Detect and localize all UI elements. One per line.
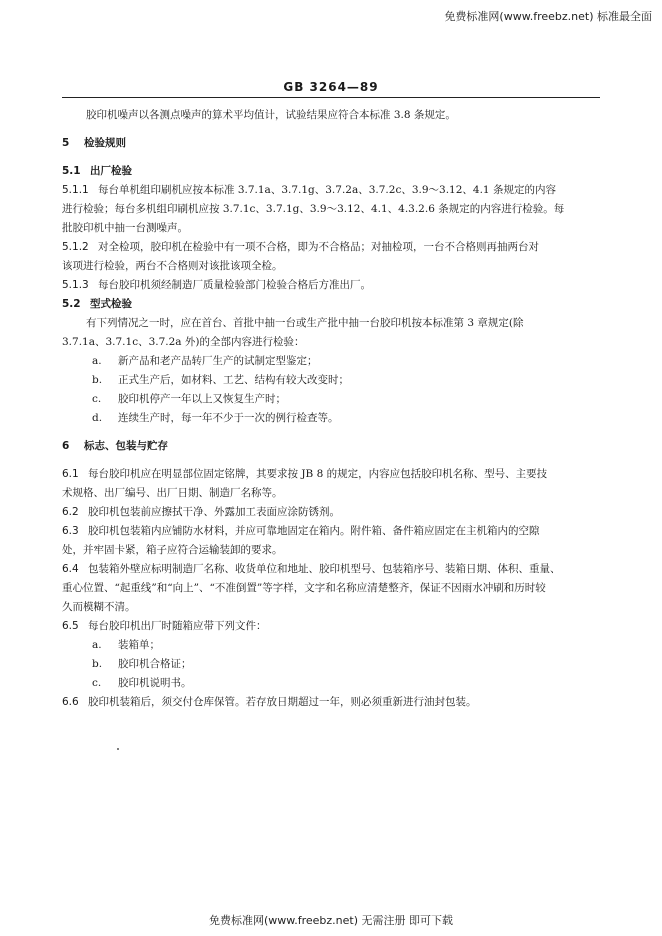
clause-6-5-line-1: 6.5 每台胶印机出厂时随箱应带下列文件：	[62, 617, 600, 636]
clause-6-4-line-2: 重心位置、“起重线”和“向上”、“不准倒置”等字样，文字和名称应清楚整齐，保证不因雨水冲刷和历时较	[62, 582, 546, 594]
clause-5-2-line-2: 3.7.1a、3.7.1c、3.7.2a 外)的全部内容进行检验：	[62, 336, 305, 348]
list-item: a. 装箱单；	[92, 639, 160, 651]
clause-6-1-number: 6.1	[62, 468, 79, 480]
section-6-heading	[62, 437, 600, 456]
intro-paragraph: 胶印机噪声以各测点噪声的算术平均值计，试验结果应符合本标准 3.8 条规定。	[86, 109, 456, 121]
list-item: c. 胶印机说明书。	[92, 677, 192, 689]
clause-5-1-1-line-2: 进行检验；每台多机组印刷机应按 3.7.1c、3.7.1g、3.9～3.12、4.1、4.3.2.6 条规定的内容进行检验。每	[62, 203, 565, 215]
list-item: c. 胶印机停产一年以上又恢复生产时；	[92, 393, 286, 405]
clause-5-1-3-line-1: 5.1.3 每台胶印机须经制造厂质量检验部门检验合格后方准出厂。	[62, 276, 600, 295]
section-5-number: 5	[62, 137, 70, 149]
scan-speck	[117, 748, 119, 750]
clause-6-3-line-2: 处，并牢固卡紧，箱子应符合运输装卸的要求。	[62, 544, 283, 556]
clause-6-4-line-1: 6.4 包装箱外壁应标明制造厂名称、收货单位和地址、胶印机型号、包装箱序号、装箱日期、体积、重量、	[62, 560, 600, 579]
clause-6-1-line-2: 术规格、出厂编号、出厂日期、制造厂名称等。	[62, 487, 283, 499]
clause-6-4-number: 6.4	[62, 563, 79, 575]
section-6-number: 6	[62, 440, 70, 452]
clause-5-1-1-line-1: 5.1.1 每台单机组印刷机应按本标准 3.7.1a、3.7.1g、3.7.2a、3.7.2c、3.9～3.12、4.1 条规定的内容	[62, 181, 600, 200]
clause-5-1-2-number: 5.1.2	[62, 241, 89, 253]
top-banner: 免费标准网(www.freebz.net) 标准最全面	[444, 10, 652, 23]
clause-6-4-line-3: 久而模糊不清。	[62, 601, 136, 613]
clause-5-1-1-line-3: 批胶印机中抽一台测噪声。	[62, 222, 188, 234]
clause-6-3-number: 6.3	[62, 525, 79, 537]
list-item: b. 胶印机合格证；	[92, 658, 192, 670]
section-5-title: 检验规则	[84, 137, 126, 149]
list-item: d. 连续生产时，每一年不少于一次的例行检查等。	[92, 412, 339, 424]
list-item: a. 新产品和老产品转厂生产的试制定型鉴定；	[92, 355, 318, 367]
section-5-2-number: 5.2	[62, 298, 81, 310]
clause-5-1-1-number: 5.1.1	[62, 184, 89, 196]
clause-5-1-2-line-2: 该项进行检验，两台不合格则对该批该项全检。	[62, 260, 283, 272]
section-5-1-number: 5.1	[62, 165, 81, 177]
section-5-heading	[62, 134, 600, 153]
clause-6-2-line-1: 6.2 胶印机包装前应擦拭干净、外露加工表面应涂防锈剂。	[62, 503, 600, 522]
section-6-title: 标志、包装与贮存	[84, 440, 168, 452]
clause-6-1-line-1: 6.1 每台胶印机应在明显部位固定铭牌，其要求按 JB 8 的规定，内容应包括胶印机名称、型号、主要技	[62, 465, 600, 484]
header-divider	[62, 97, 600, 98]
section-5-2-heading	[62, 295, 600, 314]
clause-6-3-line-1: 6.3 胶印机包装箱内应铺防水材料，并应可靠地固定在箱内。附件箱、备件箱应固定在主机箱内的空隙	[62, 522, 600, 541]
section-5-2-title: 型式检验	[90, 298, 132, 310]
clause-6-6-line-1: 6.6 胶印机装箱后，须交付仓库保管。若存放日期超过一年，则必须重新进行油封包装。	[62, 693, 600, 712]
bottom-banner: 免费标准网(www.freebz.net) 无需注册 即可下载	[208, 914, 454, 927]
clause-6-2-number: 6.2	[62, 506, 79, 518]
document-body	[62, 106, 600, 712]
clause-5-1-3-number: 5.1.3	[62, 279, 89, 291]
clause-5-1-2-line-1: 5.1.2 对全检项，胶印机在检验中有一项不合格，即为不合格品；对抽检项，一台不合格则再抽两台对	[62, 238, 600, 257]
list-item: b. 正式生产后，如材料、工艺、结构有较大改变时；	[92, 374, 349, 386]
section-5-1-heading	[62, 162, 600, 181]
clause-5-2-line-1: 有下列情况之一时，应在首台、首批中抽一台或生产批中抽一台胶印机按本标准第 3 章规定(除	[86, 317, 524, 329]
clause-6-6-number: 6.6	[62, 696, 79, 708]
standard-number-header: GB 3264—89	[283, 80, 379, 94]
section-5-1-title: 出厂检验	[90, 165, 132, 177]
clause-6-5-number: 6.5	[62, 620, 79, 632]
